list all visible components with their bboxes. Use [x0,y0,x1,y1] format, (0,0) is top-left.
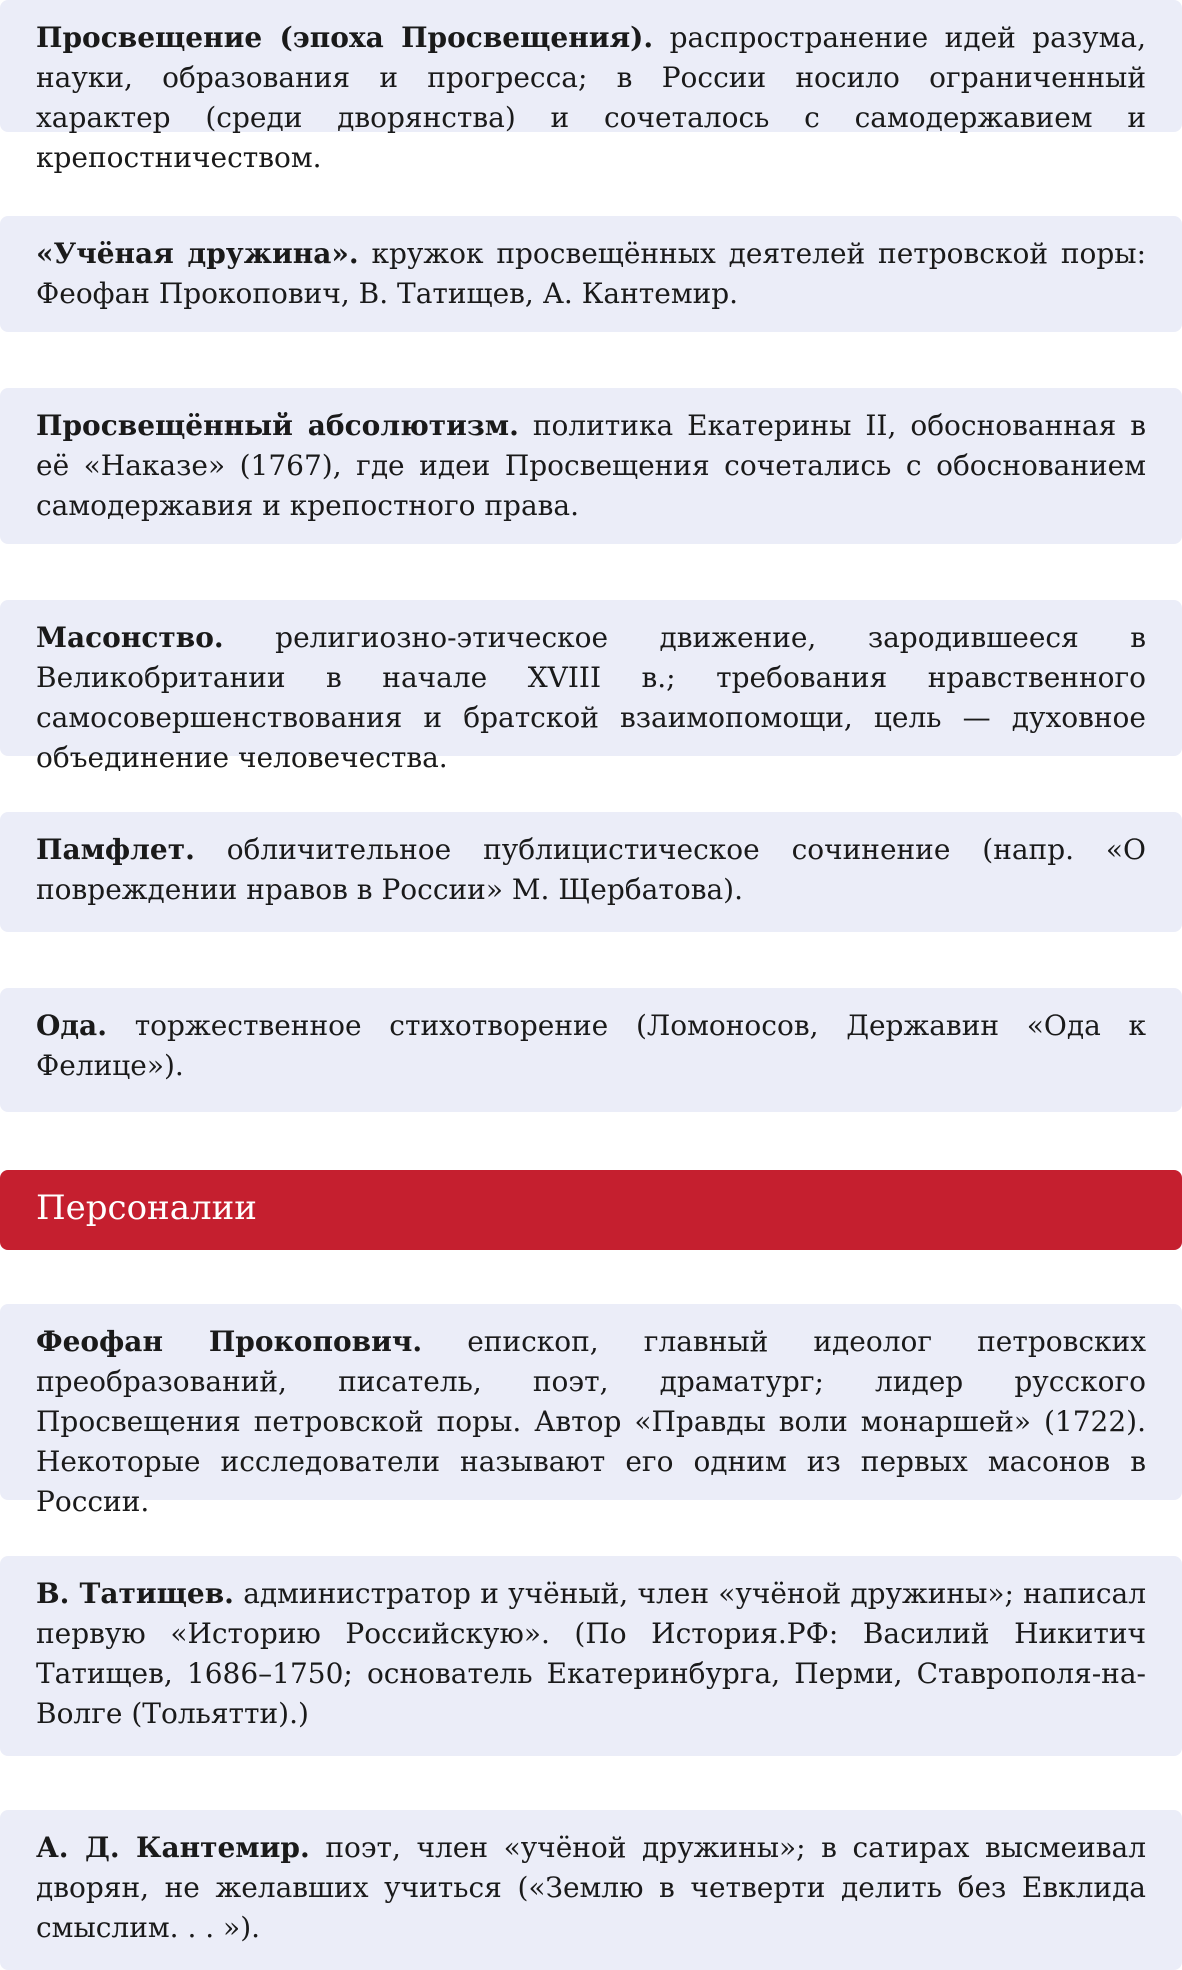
person-card-tatishchev [0,1556,1182,1756]
term-title: Памфлет. [36,833,195,866]
term-card-ode [0,988,1182,1112]
person-card-kantemir [0,1810,1182,1970]
term-definition: религиозно-этическое движение, зародившееся в Великобритании в начале XVIII в.; требования нравственного самосовершенствования и братской взаимопомощи, цель — духовное объединение человечества. [36,621,1147,774]
term-definition: распространение идей разума, науки, образования и прогресса; в России носило ограниченный характер (среди дворянства) и сочеталось с самодержавием и крепостничеством. [36,21,1146,174]
term-title: Просвещение (эпоха Просвещения). [36,21,654,54]
person-name: А. Д. Кантемир. [36,1831,310,1864]
person-description: администратор и учёный, член «учёной дружины»; написал первую «Историю Российскую». (По История.РФ: Василий Никитич Татищев, 1686–1750; основатель Екатеринбурга, Перми, Ставрополя-на-Волге (Тольятти).) [36,1577,1147,1730]
term-definition: обличительное публицистическое сочинение (напр. «О повреждении нравов в России» М. Щербатова). [36,833,1146,906]
term-title: «Учёная дружина». [36,237,359,270]
term-card-pamphlet [0,812,1182,932]
person-description: епископ, главный идеолог петровских преобразований, писатель, поэт, драматург; лидер русского Просвещения петровской поры. Автор «Правды воли монаршей» (1722). Некоторые исследователи называют его одним из первых масонов в России. [36,1325,1147,1518]
personalia-section-header [0,1170,1182,1250]
person-name: Феофан Прокопович. [36,1325,423,1358]
term-title: Просвещённый абсолютизм. [36,409,519,442]
term-card-enlightened-absolutism [0,388,1182,544]
person-description: поэт, член «учёной дружины»; в сатирах высмеивал дворян, не желавших учиться («Землю в четверти делить без Евклида смыслим. . . »). [36,1831,1146,1944]
person-card-prokopovich [0,1304,1182,1518]
term-definition: политика Екатерины II, обоснованная в её «Наказе» (1767), где идеи Просвещения сочетались с обоснованием самодержавия и крепостного права. [36,409,1147,522]
person-name: В. Татищев. [36,1577,234,1610]
section-title: Персоналии [36,1188,257,1228]
term-definition: кружок просвещённых деятелей петровской поры: Феофан Прокопович, В. Татищев, А. Кантемир. [36,237,1146,310]
term-card-learned-druzhina [0,216,1182,332]
term-title: Масонство. [36,621,224,654]
term-card-freemasonry [0,600,1182,774]
term-title: Ода. [36,1009,107,1042]
term-definition: торжественное стихотворение (Ломоносов, Державин «Ода к Фелице»). [36,1009,1146,1082]
term-card-enlightenment [0,0,1182,174]
